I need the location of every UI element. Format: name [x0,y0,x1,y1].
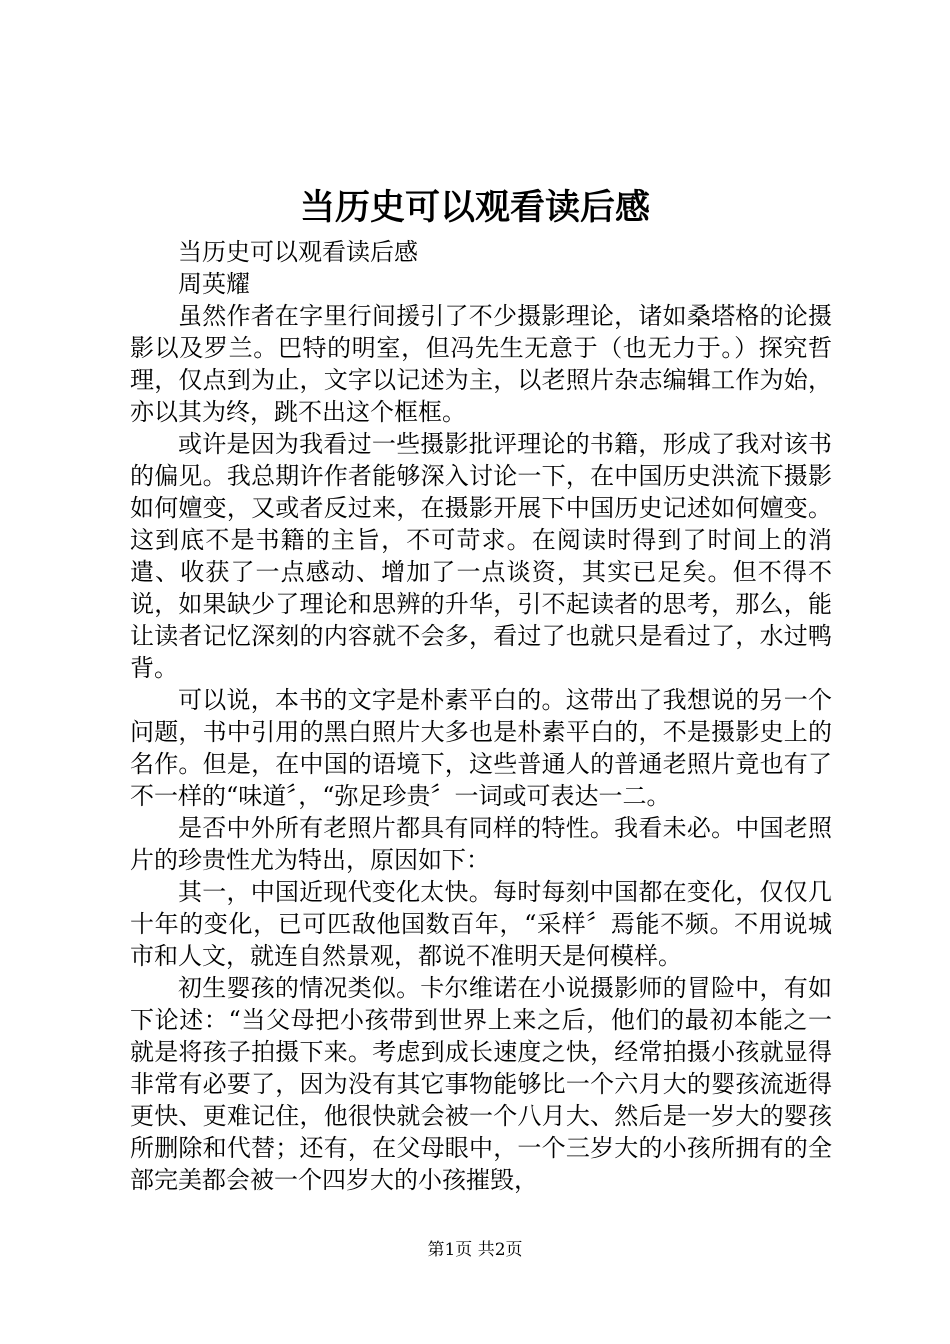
page-title: 当历史可以观看读后感 [299,187,650,228]
paragraph: 其一，中国近现代变化太快。每时每刻中国都在变化，仅仅几十年的变化，已可匹敌他国数百年，“采样〞焉能不频。不用说城市和人文，就连自然景观，都说不准明天是何模样。 [130,878,832,970]
author-line: 周英耀 [178,270,250,298]
subtitle-line: 当历史可以观看读后感 [178,238,418,266]
page-footer: 第1页 共2页 [427,1240,523,1260]
paragraph: 初生婴孩的情况类似。卡尔维诺在小说摄影师的冒险中，有如下论述：“当父母把小孩带到世界上来之后，他们的最初本能之一就是将孩子拍摄下来。考虑到成长速度之快，经常拍摄小孩就显得非常有必要了，因为没有其它事物能够比一个六月大的婴孩流逝得更快、更难记住，他很快就会被一个八月大、然后是一岁大的婴孩所删除和代替；还有，在父母眼中，一个三岁大的小孩所拥有的全部完美都会被一个四岁大的小孩摧毁， [130,974,832,1194]
paragraph: 可以说，本书的文字是朴素平白的。这带出了我想说的另一个问题，书中引用的黑白照片大多也是朴素平白的，不是摄影史上的名作。但是，在中国的语境下，这些普通人的普通老照片竟也有了不一样的“味道〞，“弥足珍贵〞一词或可表达一二。 [130,686,832,810]
paragraph: 是否中外所有老照片都具有同样的特性。我看未必。中国老照片的珍贵性尤为特出，原因如下： [130,814,832,874]
paragraph: 或许是因为我看过一些摄影批评理论的书籍，形成了我对该书的偏见。我总期许作者能够深入讨论一下，在中国历史洪流下摄影如何嬗变，又或者反过来，在摄影开展下中国历史记述如何嬗变。这到底不是书籍的主旨，不可苛求。在阅读时得到了时间上的消遣、收获了一点感动、增加了一点谈资，其实已足矣。但不得不说，如果缺少了理论和思辨的升华，引不起读者的思考，那么，能让读者记忆深刻的内容就不会多，看过了也就只是看过了，水过鸭背。 [130,430,832,682]
document-body [130,236,832,1196]
paragraph: 虽然作者在字里行间援引了不少摄影理论，诸如桑塔格的论摄影以及罗兰。巴特的明室，但冯先生无意于（也无力于。）探究哲理，仅点到为止，文字以记述为主，以老照片杂志编辑工作为始，亦以其为终，跳不出这个框框。 [130,302,832,426]
